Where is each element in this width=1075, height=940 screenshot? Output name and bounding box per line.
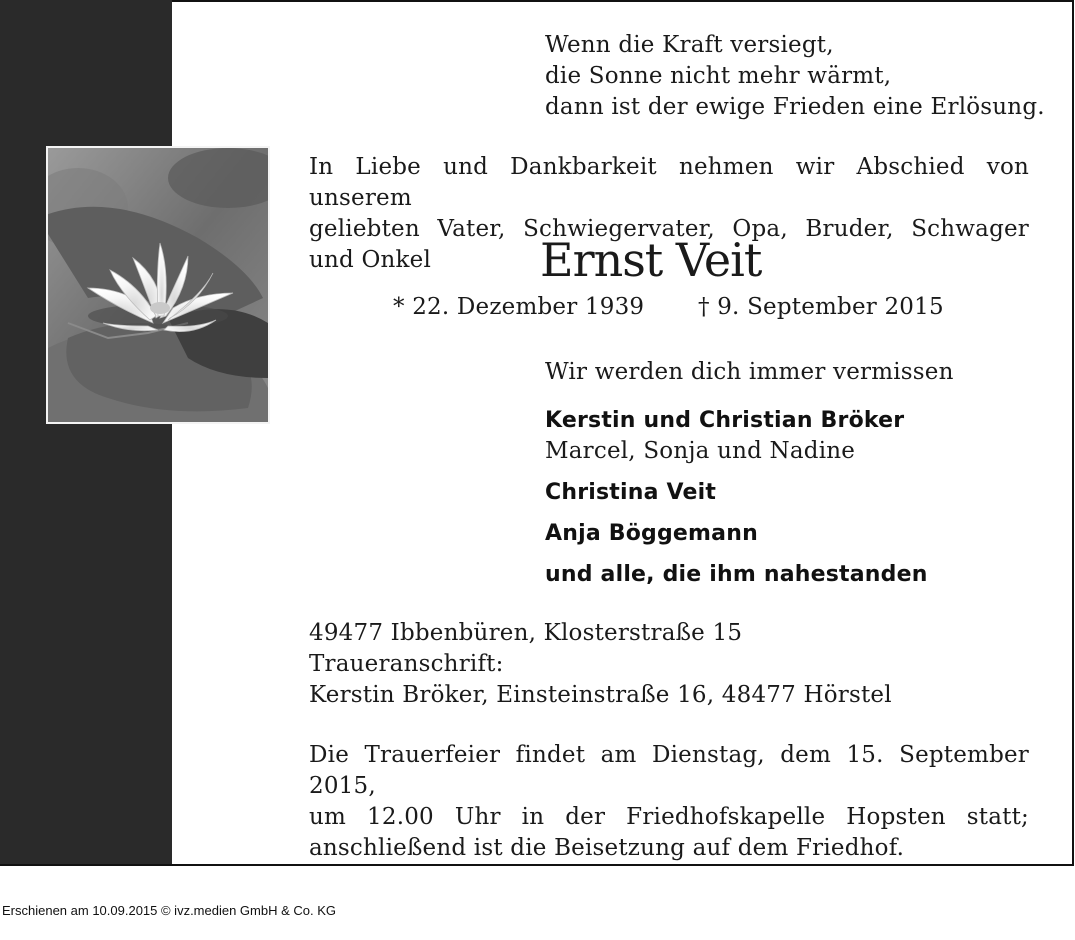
deceased-name: Ernst Veit (540, 233, 762, 287)
poem-line: dann ist der ewige Frieden eine Erlösung. (545, 94, 1045, 120)
publication-footer: Erschienen am 10.09.2015 © ivz.medien GmbH & Co. KG (2, 903, 337, 918)
death-date: † 9. September 2015 (698, 294, 944, 320)
poem-line: die Sonne nicht mehr wärmt, (545, 63, 892, 89)
mourners-closing: und alle, die ihm nahestanden (545, 562, 928, 587)
address-line: 49477 Ibbenbüren, Klosterstraße 15 (309, 620, 743, 646)
mourner-family-3: Anja Böggemann (545, 521, 758, 546)
intro-line: und Onkel (309, 247, 432, 273)
address-line: Kerstin Bröker, Einsteinstraße 16, 48477 Hörstel (309, 682, 892, 708)
intro-line: geliebten Vater, Schwiegervater, Opa, Bruder, Schwager (309, 216, 1029, 242)
black-side-bar (0, 0, 172, 864)
mourner-family-2: Christina Veit (545, 480, 717, 505)
ceremony-line: Die Trauerfeier findet am Dienstag, dem 15. September 2015, (309, 742, 1029, 799)
intro-line: In Liebe und Dankbarkeit nehmen wir Abschied von unserem (309, 154, 1029, 211)
poem-line: Wenn die Kraft versiegt, (545, 32, 834, 58)
ceremony-line: anschließend ist die Beisetzung auf dem Friedhof. (309, 835, 905, 861)
birth-date: * 22. Dezember 1939 (393, 294, 645, 320)
address-block (309, 618, 892, 711)
mourner-family-1-members: Marcel, Sonja und Nadine (545, 438, 856, 464)
poem (545, 30, 1045, 123)
ceremony-text (309, 740, 1029, 864)
mourners-intro: Wir werden dich immer vermissen (545, 359, 954, 385)
ceremony-line: um 12.00 Uhr in der Friedhofskapelle Hopsten statt; (309, 804, 1029, 830)
mourner-family-1: Kerstin und Christian Bröker (545, 408, 905, 433)
water-lily-photo (46, 146, 270, 424)
address-line: Traueranschrift: (309, 651, 504, 677)
